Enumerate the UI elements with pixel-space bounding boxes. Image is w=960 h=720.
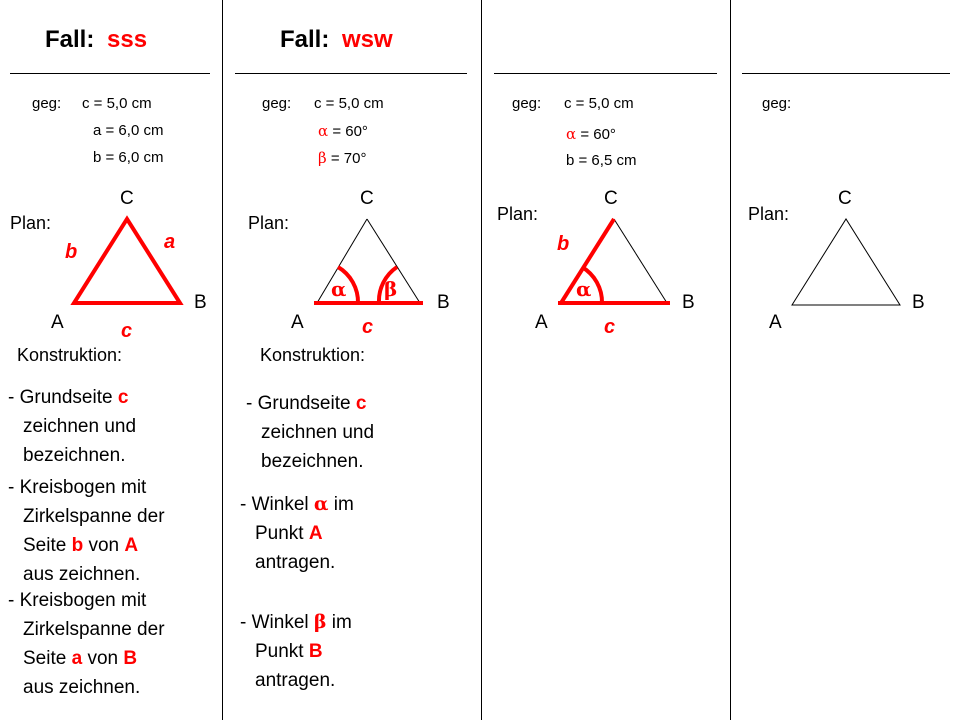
- col1-step2-line3-pre: Seite: [23, 535, 72, 556]
- col2-step3-line2-pre: Punkt: [255, 641, 309, 662]
- col1-step2-line4: aus zeichnen.: [23, 564, 141, 585]
- col2-step2-text: - Winkel: [240, 494, 314, 515]
- col2-plan-label: Plan:: [248, 213, 290, 233]
- col1-step1-text: - Grundseite: [8, 387, 118, 408]
- col1-step2-point: A: [124, 535, 139, 556]
- col2-step2-line3: antragen.: [255, 552, 336, 573]
- col3-given-alpha-sym: α: [566, 125, 577, 143]
- col3-vertex-a: A: [535, 312, 548, 333]
- col4-vertex-b: B: [912, 292, 925, 313]
- col2-given-beta-sym: β: [318, 149, 327, 167]
- col2-angle-alpha: α: [331, 277, 347, 301]
- col1-step1-line3: bezeichnen.: [23, 445, 126, 466]
- col2-given-alpha-val: = 60°: [332, 123, 368, 140]
- col1-step1-red: c: [117, 387, 129, 408]
- col1-given-a: a = 6,0 cm: [93, 122, 164, 139]
- col2-step1-line3: bezeichnen.: [261, 451, 364, 472]
- col3-angle-alpha: α: [576, 277, 592, 301]
- col4-vertex-c: C: [838, 188, 852, 209]
- col1-vertex-b: B: [194, 292, 207, 313]
- col2-side-c: c: [362, 316, 374, 338]
- col3-side-b: b: [557, 233, 570, 255]
- col3-given-label: geg:: [512, 95, 542, 112]
- col1-step3-side: a: [71, 648, 83, 669]
- col2-given-alpha-sym: α: [318, 122, 329, 140]
- col1-title-case: sss: [107, 26, 148, 53]
- col2-step2-line2-pre: Punkt: [255, 523, 309, 544]
- col1-step3-line2: Zirkelspanne der: [23, 619, 165, 640]
- col2-step1-text: - Grundseite: [246, 393, 356, 414]
- col2-step3-text-post: im: [326, 612, 352, 633]
- col2-step3-text: - Winkel: [240, 612, 314, 633]
- col2-step2-text-post: im: [328, 494, 354, 515]
- col3-vertex-c: C: [604, 188, 618, 209]
- col2-vertex-b: B: [437, 292, 450, 313]
- col4-plan-label: Plan:: [748, 204, 790, 224]
- col2-step3-point: B: [308, 641, 323, 662]
- col2-angle-beta: β: [384, 277, 398, 301]
- col1-step2-line1: - Kreisbogen mit: [8, 477, 147, 498]
- col1-step2-line3-mid: von: [83, 535, 125, 556]
- col2-given-beta-val: = 70°: [330, 150, 367, 167]
- col2-title-prefix: Fall:: [280, 26, 330, 53]
- col2-given-c: c = 5,0 cm: [314, 95, 384, 112]
- col1-given-b: b = 6,0 cm: [93, 149, 164, 166]
- col2-construction-label: Konstruktion:: [260, 345, 366, 365]
- col1-step3-line4: aus zeichnen.: [23, 677, 141, 698]
- col1-step2-line2: Zirkelspanne der: [23, 506, 165, 527]
- col3-vertex-b: B: [682, 292, 695, 313]
- col2-step3-angle: β: [313, 611, 327, 633]
- col1-step1-line2: zeichnen und: [23, 416, 137, 437]
- col1-title-prefix: Fall:: [45, 26, 95, 53]
- col4-given-label: geg:: [762, 95, 792, 112]
- col1-side-b: b: [65, 241, 78, 263]
- col4-triangle-shape: [792, 219, 900, 305]
- col1-vertex-a: A: [51, 312, 64, 333]
- col3-plan-label: Plan:: [497, 204, 539, 224]
- col4-vertex-a: A: [769, 312, 782, 333]
- col1-given-c: c = 5,0 cm: [82, 95, 152, 112]
- col2-step1-red: c: [355, 393, 367, 414]
- col1-vertex-c: C: [120, 188, 134, 209]
- col1-step3-point: B: [123, 648, 138, 669]
- col1-side-c: c: [121, 320, 133, 342]
- col1-plan-label: Plan:: [10, 213, 52, 233]
- col2-title-case: wsw: [342, 26, 393, 53]
- col1-step3-line1: - Kreisbogen mit: [8, 590, 147, 611]
- col3-given-c: c = 5,0 cm: [564, 95, 634, 112]
- col3-given-b: b = 6,5 cm: [566, 152, 637, 169]
- col2-given-label: geg:: [262, 95, 292, 112]
- col1-given-label: geg:: [32, 95, 62, 112]
- col2-vertex-a: A: [291, 312, 304, 333]
- col1-step3-line3-mid: von: [82, 648, 124, 669]
- col2-step3-line3: antragen.: [255, 670, 336, 691]
- col2-step2-point: A: [308, 523, 323, 544]
- col1-step2-side: b: [71, 535, 84, 556]
- col2-vertex-c: C: [360, 188, 374, 209]
- col1-step3-line3-pre: Seite: [23, 648, 72, 669]
- col2-step1-line2: zeichnen und: [261, 422, 375, 443]
- col1-construction-label: Konstruktion:: [17, 345, 123, 365]
- col3-given-alpha-val: = 60°: [580, 126, 616, 143]
- col3-side-c: c: [604, 316, 616, 338]
- col2-step2-angle: α: [313, 493, 329, 515]
- col1-side-a: a: [164, 231, 176, 253]
